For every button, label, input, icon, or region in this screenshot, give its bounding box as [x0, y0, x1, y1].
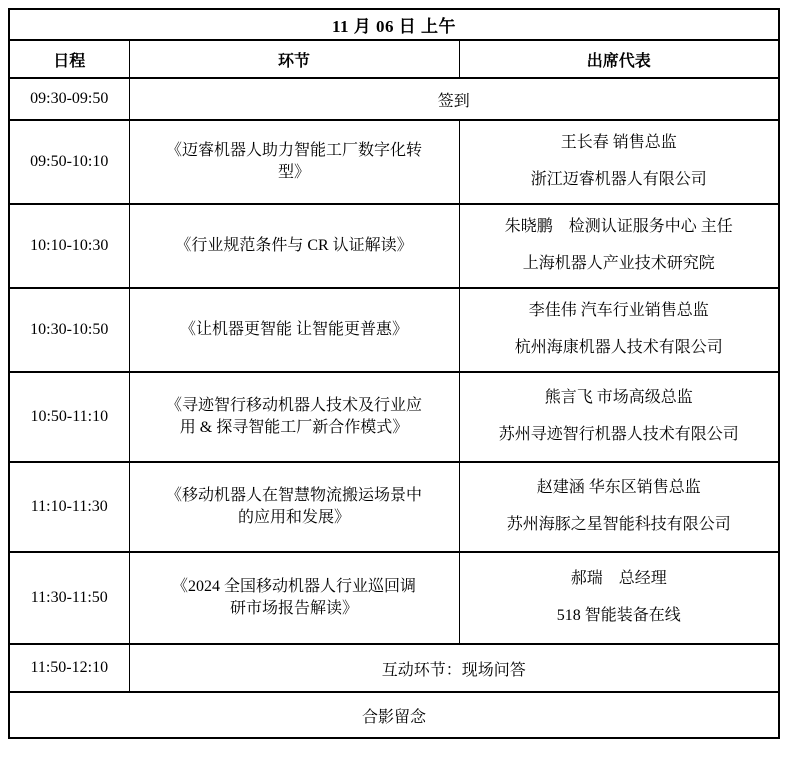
speaker-org: 杭州海康机器人技术有限公司	[514, 339, 723, 356]
speaker-cell	[459, 288, 779, 372]
session-row-signin	[9, 78, 779, 120]
session-cell	[129, 462, 459, 552]
speaker-org: 苏州寻迹智行机器人技术有限公司	[498, 426, 739, 443]
speaker-cell	[459, 120, 779, 204]
session-row	[9, 120, 779, 204]
speaker-org: 上海机器人产业技术研究院	[522, 255, 715, 272]
time-cell: 10:10-10:30	[9, 204, 129, 288]
speaker-person: 李佳伟 汽车行业销售总监	[528, 302, 709, 320]
session-row	[9, 204, 779, 288]
speaker-org: 苏州海豚之星智能科技有限公司	[506, 516, 731, 533]
session-row-qa	[9, 644, 779, 692]
session-row	[9, 372, 779, 462]
session-cell	[129, 372, 459, 462]
session-title: 《让机器更智能 让智能更普惠》	[179, 321, 408, 339]
column-header-session: 环节	[129, 40, 459, 78]
column-header-delegates: 出席代表	[459, 40, 779, 78]
speaker-person: 郝瑞 总经理	[570, 570, 667, 588]
schedule-table	[8, 8, 780, 739]
time-cell: 10:50-11:10	[9, 372, 129, 462]
speaker-person: 熊言飞 市场高级总监	[544, 389, 693, 407]
footer-cell: 合影留念	[9, 692, 779, 738]
session-row	[9, 288, 779, 372]
session-row	[9, 552, 779, 644]
session-title: 《行业规范条件与 CR 认证解读》	[175, 237, 413, 255]
session-cell	[129, 552, 459, 644]
column-header-row	[9, 40, 779, 78]
column-header-time: 日程	[9, 40, 129, 78]
speaker-person: 赵建涵 华东区销售总监	[536, 479, 701, 497]
time-cell: 11:10-11:30	[9, 462, 129, 552]
time-cell: 09:50-10:10	[9, 120, 129, 204]
speaker-org: 浙江迈睿机器人有限公司	[530, 171, 707, 188]
session-cell-merged: 签到	[129, 78, 779, 120]
speaker-cell	[459, 372, 779, 462]
session-title: 《迈睿机器人助力智能工厂数字化转型》	[165, 142, 422, 181]
speaker-cell	[459, 462, 779, 552]
time-cell: 10:30-10:50	[9, 288, 129, 372]
speaker-cell	[459, 204, 779, 288]
session-title: 《2024 全国移动机器人行业巡回调研市场报告解读》	[171, 578, 416, 617]
session-cell	[129, 204, 459, 288]
session-title: 《移动机器人在智慧物流搬运场景中的应用和发展》	[165, 487, 422, 526]
speaker-org: 518 智能装备在线	[556, 607, 681, 624]
session-title: 《寻迹智行移动机器人技术及行业应用 & 探寻智能工厂新合作模式》	[165, 397, 422, 436]
speaker-cell	[459, 552, 779, 644]
page-title: 11 月 06 日 上午	[9, 9, 779, 40]
time-cell: 11:30-11:50	[9, 552, 129, 644]
session-cell	[129, 120, 459, 204]
time-cell: 11:50-12:10	[9, 644, 129, 692]
speaker-person: 朱晓鹏 检测认证服务中心 主任	[504, 218, 733, 236]
speaker-person: 王长春 销售总监	[560, 134, 677, 152]
footer-row	[9, 692, 779, 738]
time-cell: 09:30-09:50	[9, 78, 129, 120]
session-row	[9, 462, 779, 552]
session-cell-merged: 互动环节：现场问答	[129, 644, 779, 692]
title-row	[9, 9, 779, 40]
session-cell	[129, 288, 459, 372]
